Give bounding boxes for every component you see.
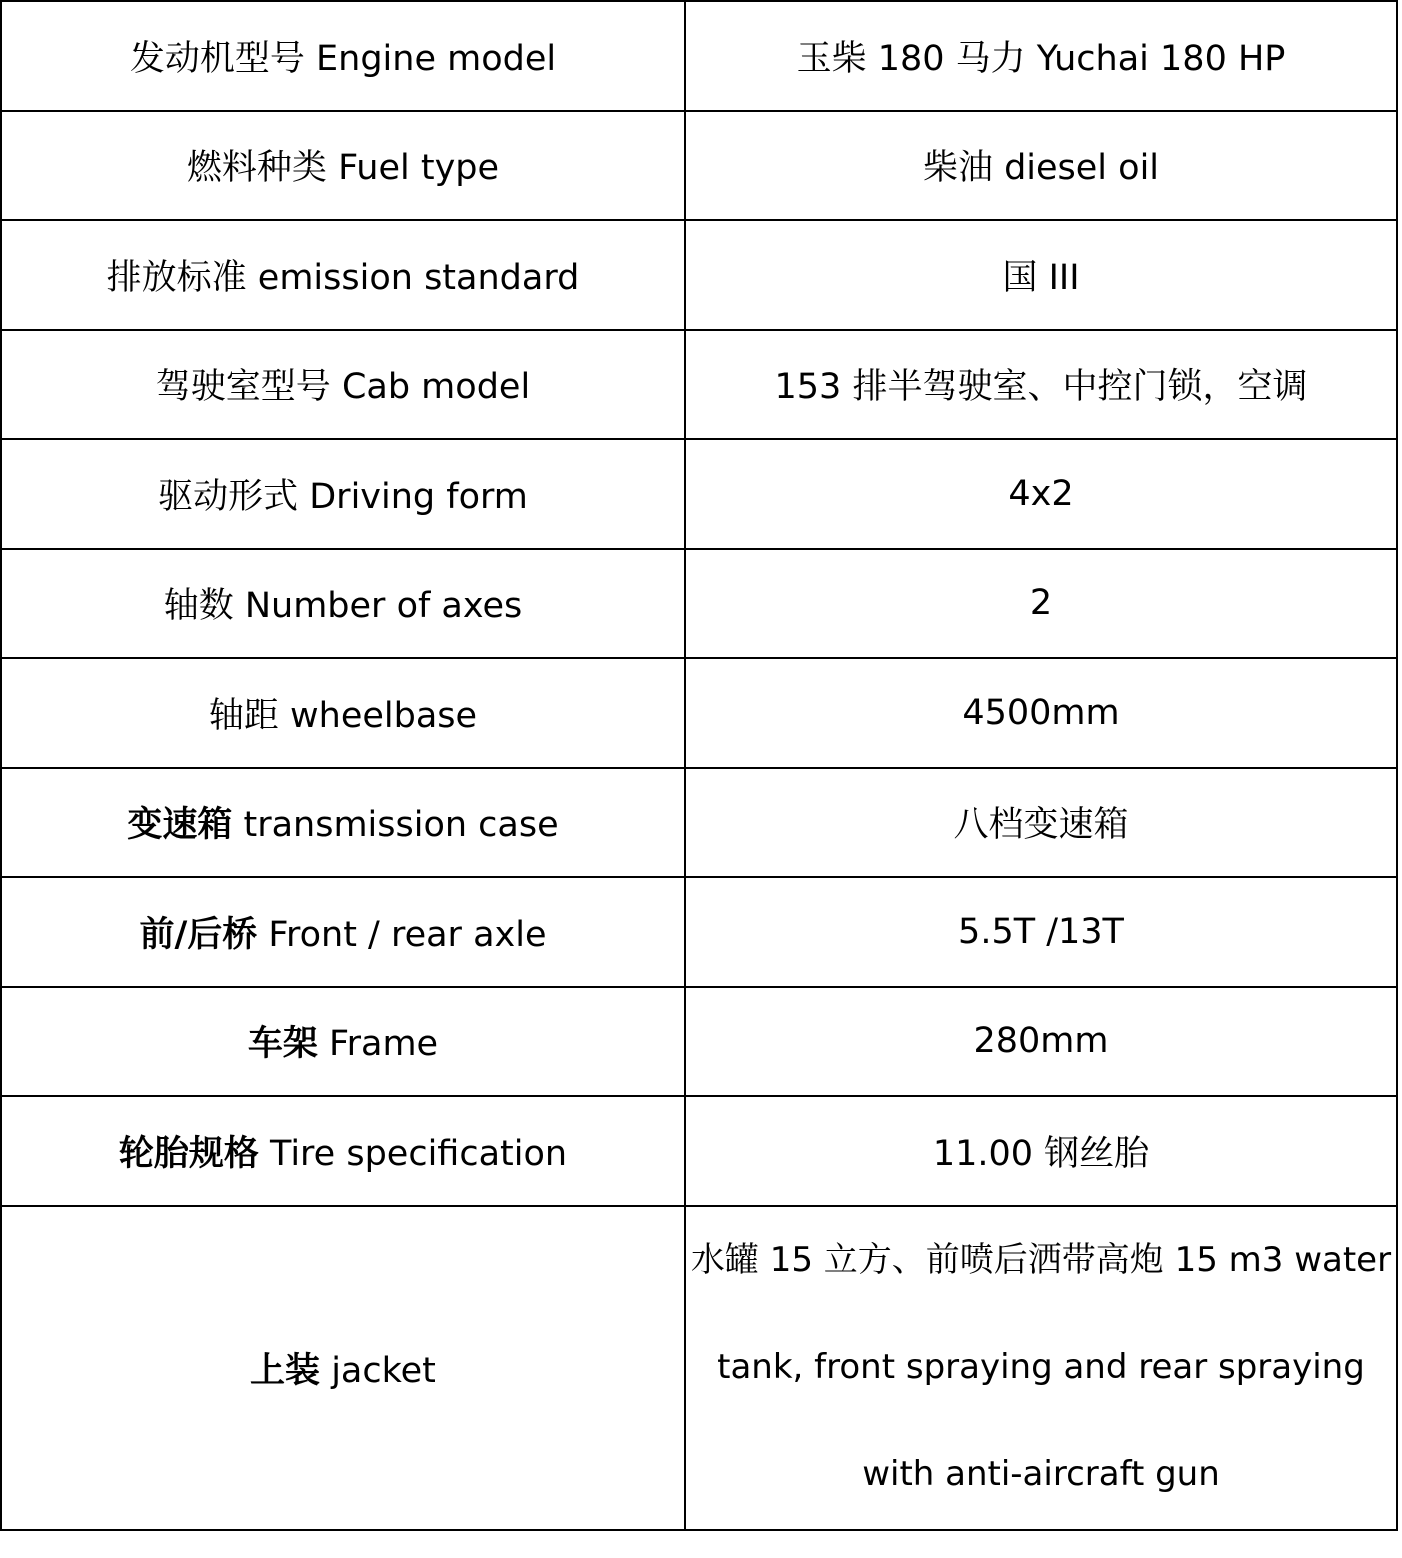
spec-label-zh: 车架 <box>247 1024 318 1065</box>
spec-label-zh: 轴距 <box>208 695 279 736</box>
spec-value: 5.5T /13T <box>958 911 1124 952</box>
table-row <box>1 1096 1397 1206</box>
spec-label-cell <box>1 1206 685 1530</box>
spec-label-zh: 发动机型号 <box>129 38 305 79</box>
spec-label-zh: 上装 <box>250 1350 321 1391</box>
spec-value: 2 <box>1029 583 1053 624</box>
spec-label-cell <box>1 658 685 768</box>
spec-label-en: Tire specification <box>270 1133 568 1174</box>
table-row <box>1 111 1397 221</box>
spec-value-cell <box>685 1096 1397 1206</box>
spec-label-cell <box>1 439 685 549</box>
table-row <box>1 987 1397 1097</box>
table-row <box>1 549 1397 659</box>
spec-label-en: Number of axes <box>244 586 523 627</box>
spec-label-en: Engine model <box>316 38 557 79</box>
spec-value-cell <box>685 220 1397 330</box>
spec-label-zh: 燃料种类 <box>186 148 327 189</box>
spec-value-cell <box>685 877 1397 987</box>
spec-value-cell <box>685 768 1397 878</box>
spec-value: 11.00 钢丝胎 <box>932 1133 1150 1174</box>
table-row <box>1 220 1397 330</box>
spec-value-cell <box>685 1206 1397 1530</box>
spec-label-cell <box>1 768 685 878</box>
spec-label-en: wheelbase <box>290 695 478 736</box>
spec-label-cell <box>1 1096 685 1206</box>
spec-value: 280mm <box>973 1021 1109 1062</box>
spec-value: 水罐 15 立方、前喷后洒带高炮 15 m3 water tank, front spraying and rear spraying with anti-aircraft gun <box>690 1240 1392 1494</box>
table-row <box>1 877 1397 987</box>
spec-label-en: jacket <box>331 1350 436 1391</box>
spec-label-zh: 排放标准 <box>106 257 247 298</box>
spec-value-cell <box>685 111 1397 221</box>
spec-value-cell <box>685 330 1397 440</box>
spec-label-cell <box>1 987 685 1097</box>
spec-label-en: emission standard <box>257 257 580 298</box>
spec-label-cell <box>1 549 685 659</box>
spec-value-cell <box>685 1 1397 111</box>
spec-table-body <box>1 1 1397 1530</box>
table-row <box>1 1 1397 111</box>
table-row <box>1 1206 1397 1530</box>
spec-value-cell <box>685 549 1397 659</box>
table-row <box>1 330 1397 440</box>
table-row <box>1 439 1397 549</box>
spec-label-zh: 变速箱 <box>127 805 233 846</box>
spec-value-cell <box>685 439 1397 549</box>
spec-label-en: Cab model <box>341 367 531 408</box>
spec-value: 4x2 <box>1008 473 1074 514</box>
spec-value: 153 排半驾驶室、中控门锁，空调 <box>774 367 1308 408</box>
table-row <box>1 658 1397 768</box>
spec-value: 4500mm <box>962 692 1120 733</box>
spec-label-en: transmission case <box>243 805 559 846</box>
spec-value-cell <box>685 658 1397 768</box>
spec-label-zh: 驾驶室型号 <box>155 367 331 408</box>
spec-label-en: Front / rear axle <box>268 914 547 955</box>
spec-label-cell <box>1 220 685 330</box>
spec-value: 国 III <box>1002 257 1080 298</box>
spec-label-cell <box>1 111 685 221</box>
spec-label-cell <box>1 330 685 440</box>
spec-label-en: Fuel type <box>338 148 500 189</box>
spec-value: 八档变速箱 <box>953 805 1129 846</box>
spec-label-zh: 轴数 <box>163 586 234 627</box>
spec-label-zh: 前/后桥 <box>139 914 258 955</box>
table-row <box>1 768 1397 878</box>
spec-label-zh: 轮胎规格 <box>118 1133 259 1174</box>
spec-value-cell <box>685 987 1397 1097</box>
spec-label-cell <box>1 877 685 987</box>
spec-label-zh: 驱动形式 <box>158 476 299 517</box>
spec-label-en: Frame <box>329 1024 439 1065</box>
spec-label-en: Driving form <box>309 476 528 517</box>
spec-value: 玉柴 180 马力 Yuchai 180 HP <box>796 38 1286 79</box>
spec-label-cell <box>1 1 685 111</box>
spec-value: 柴油 diesel oil <box>922 148 1160 189</box>
